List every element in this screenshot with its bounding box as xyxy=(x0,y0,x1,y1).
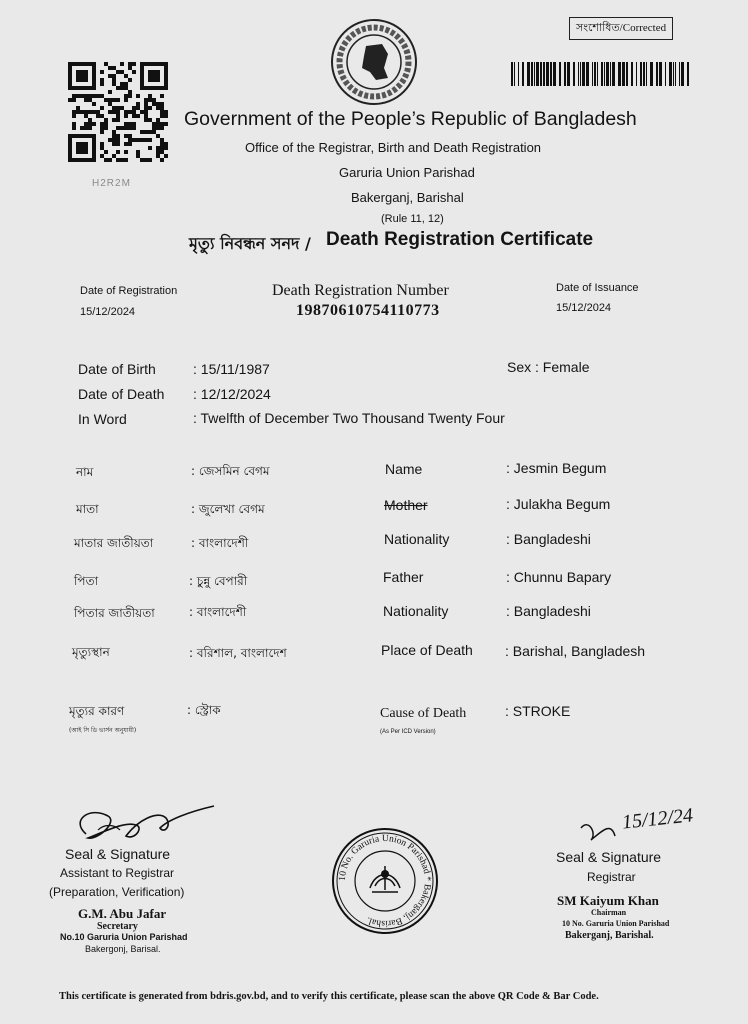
left-role: Assistant to Registrar xyxy=(60,866,175,880)
birth-date-label: Date of Birth xyxy=(78,361,156,377)
registration-number-label: Death Registration Number xyxy=(272,282,449,299)
cause-value: : STROKE xyxy=(505,703,571,719)
qr-caption: H2R2M xyxy=(92,178,131,189)
barcode-bar xyxy=(580,62,581,86)
barcode-bar xyxy=(582,62,585,86)
sex-field: Sex : Female xyxy=(507,359,590,375)
barcode-bar xyxy=(675,62,676,86)
father-nationality-value: : Bangladeshi xyxy=(506,603,591,619)
name-value: : Jesmin Begum xyxy=(506,460,607,476)
name-bn-value: : জেসমিন বেগম xyxy=(191,464,270,478)
barcode-bar xyxy=(522,62,524,86)
cause-bn-label: মৃত্যুর কারণ xyxy=(69,704,125,718)
name-bn-label: নাম xyxy=(76,465,94,479)
barcode-bar xyxy=(656,62,658,86)
right-signature-heading: Seal & Signature xyxy=(556,849,662,865)
barcode-bar xyxy=(564,62,566,86)
barcode-bar xyxy=(687,62,689,86)
barcode-bar xyxy=(597,62,598,86)
mother-nationality-label: Nationality xyxy=(384,531,450,547)
mother-nationality-bn-label: মাতার জাতীয়তা xyxy=(74,536,154,550)
left-signature-heading: Seal & Signature xyxy=(65,846,171,862)
barcode-bar xyxy=(534,62,535,86)
father-nationality-bn-value: : বাংলাদেশী xyxy=(189,605,247,619)
barcode-bar xyxy=(540,62,542,86)
registration-date-label: Date of Registration xyxy=(80,285,178,297)
barcode-bar xyxy=(643,62,645,86)
qr-code[interactable] xyxy=(68,62,168,162)
barcode-bar xyxy=(559,62,561,86)
right-signature-date: 15/12/24 xyxy=(620,804,695,834)
certificate-title-bn: মৃত্যু নিবন্ধন সনদ / xyxy=(189,234,311,253)
name-label: Name xyxy=(385,461,423,477)
father-bn-value: : চুন্নু বেপারী xyxy=(189,574,248,588)
barcode-bar xyxy=(514,62,515,86)
mother-value: : Julakha Begum xyxy=(506,496,611,512)
government-heading: Government of the People’s Republic of Bangladesh xyxy=(184,108,637,130)
barcode-bar xyxy=(578,62,579,86)
right-name: SM Kaiyum Khan xyxy=(557,893,659,908)
issuance-date-label: Date of Issuance xyxy=(556,282,639,294)
cause-note: (As Per ICD Version) xyxy=(380,729,436,735)
barcode-bar xyxy=(669,62,672,86)
right-title: Chairman xyxy=(591,908,627,917)
barcode-bar xyxy=(622,62,625,86)
right-org: 10 No. Garuria Union Parishad xyxy=(562,919,670,928)
mother-bn-value: : জুলেখা বেগম xyxy=(191,502,265,516)
barcode-bar xyxy=(553,62,556,86)
union-heading: Garuria Union Parishad xyxy=(339,165,475,180)
place-label: Place of Death xyxy=(381,642,473,658)
father-bn-label: পিতা xyxy=(74,574,99,588)
left-signature xyxy=(68,800,218,852)
barcode-bar xyxy=(679,62,680,86)
left-name: G.M. Abu Jafar xyxy=(78,906,167,921)
cause-bn-value: : স্ট্রোক xyxy=(187,703,221,717)
right-place: Bakerganj, Barishal. xyxy=(565,930,654,941)
cause-label: Cause of Death xyxy=(380,706,467,721)
barcode-bar xyxy=(606,62,609,86)
left-role-detail: (Preparation, Verification) xyxy=(49,885,185,899)
barcode-bar xyxy=(631,62,633,86)
union-parishad-seal xyxy=(330,826,440,936)
barcode-bar xyxy=(618,62,621,86)
barcode-bar xyxy=(646,62,647,86)
mother-nationality-bn-value: : বাংলাদেশী xyxy=(191,536,249,550)
mother-label: Mother xyxy=(384,497,428,513)
barcode-bar xyxy=(604,62,605,86)
place-bn-label: মৃত্যুস্থান xyxy=(72,645,110,659)
footer-note: This certificate is generated from bdris.gov.bd, and to verify this certificate, please scan the above QR Code & Bar Code. xyxy=(59,991,599,1002)
in-word-label: In Word xyxy=(78,411,127,427)
barcode-bar xyxy=(511,62,513,86)
barcode-bar xyxy=(531,62,533,86)
barcode-bar xyxy=(650,62,653,86)
father-value: : Chunnu Bapary xyxy=(506,569,612,585)
place-value: : Barishal, Bangladesh xyxy=(505,643,646,659)
certificate-title: Death Registration Certificate xyxy=(326,229,594,250)
barcode-bar xyxy=(640,62,642,86)
corrected-stamp: সংশোধিত/Corrected xyxy=(569,17,673,40)
father-label: Father xyxy=(383,569,424,585)
place-bn-value: : বরিশাল, বাংলাদেশ xyxy=(189,646,287,660)
office-heading: Office of the Registrar, Birth and Death Registration xyxy=(245,140,542,155)
mother-bn-label: মাতা xyxy=(76,502,99,516)
left-place: Bakergonj, Barisal. xyxy=(85,944,161,954)
death-date-label: Date of Death xyxy=(78,386,165,402)
barcode-bar xyxy=(665,62,666,86)
left-org: No.10 Garuria Union Parishad xyxy=(60,932,188,942)
mother-nationality-value: : Bangladeshi xyxy=(506,531,591,547)
barcode-bar xyxy=(573,62,575,86)
barcode-bar xyxy=(601,62,603,86)
barcode-bar xyxy=(567,62,570,86)
death-date-value: : 12/12/2024 xyxy=(193,386,271,402)
seal-text: 10 No. Garuria Union Parishad * Bakerganj, Barishal. xyxy=(337,833,433,929)
father-nationality-label: Nationality xyxy=(383,603,449,619)
cause-bn-note: (আই সি ডি ভার্সন অনুযায়ী) xyxy=(69,727,137,734)
issuance-date-value: 15/12/2024 xyxy=(556,302,612,314)
barcode-bar xyxy=(546,62,549,86)
barcode-bar xyxy=(518,62,519,86)
barcode-bar xyxy=(659,62,662,86)
district-heading: Bakerganj, Barishal xyxy=(351,190,464,205)
registration-date-value: 15/12/2024 xyxy=(80,306,136,318)
barcode-bar xyxy=(550,62,552,86)
barcode-bar xyxy=(527,62,530,86)
barcode[interactable] xyxy=(511,62,699,86)
in-word-value: : Twelfth of December Two Thousand Twenty Four xyxy=(193,410,505,426)
registration-number-value: 19870610754110773 xyxy=(296,302,440,319)
right-role: Registrar xyxy=(587,870,636,884)
rule-note: (Rule 11, 12) xyxy=(381,213,444,225)
barcode-bar xyxy=(586,62,589,86)
barcode-bar xyxy=(612,62,615,86)
barcode-bar xyxy=(673,62,674,86)
government-emblem xyxy=(330,18,418,106)
barcode-bar xyxy=(536,62,539,86)
father-nationality-bn-label: পিতার জাতীয়তা xyxy=(74,606,155,620)
barcode-bar xyxy=(681,62,684,86)
left-title: Secretary xyxy=(97,921,138,932)
barcode-bar xyxy=(543,62,545,86)
barcode-bar xyxy=(592,62,593,86)
barcode-bar xyxy=(636,62,637,86)
barcode-bar xyxy=(594,62,596,86)
barcode-bar xyxy=(610,62,611,86)
barcode-bar xyxy=(626,62,628,86)
birth-date-value: : 15/11/1987 xyxy=(193,361,270,377)
